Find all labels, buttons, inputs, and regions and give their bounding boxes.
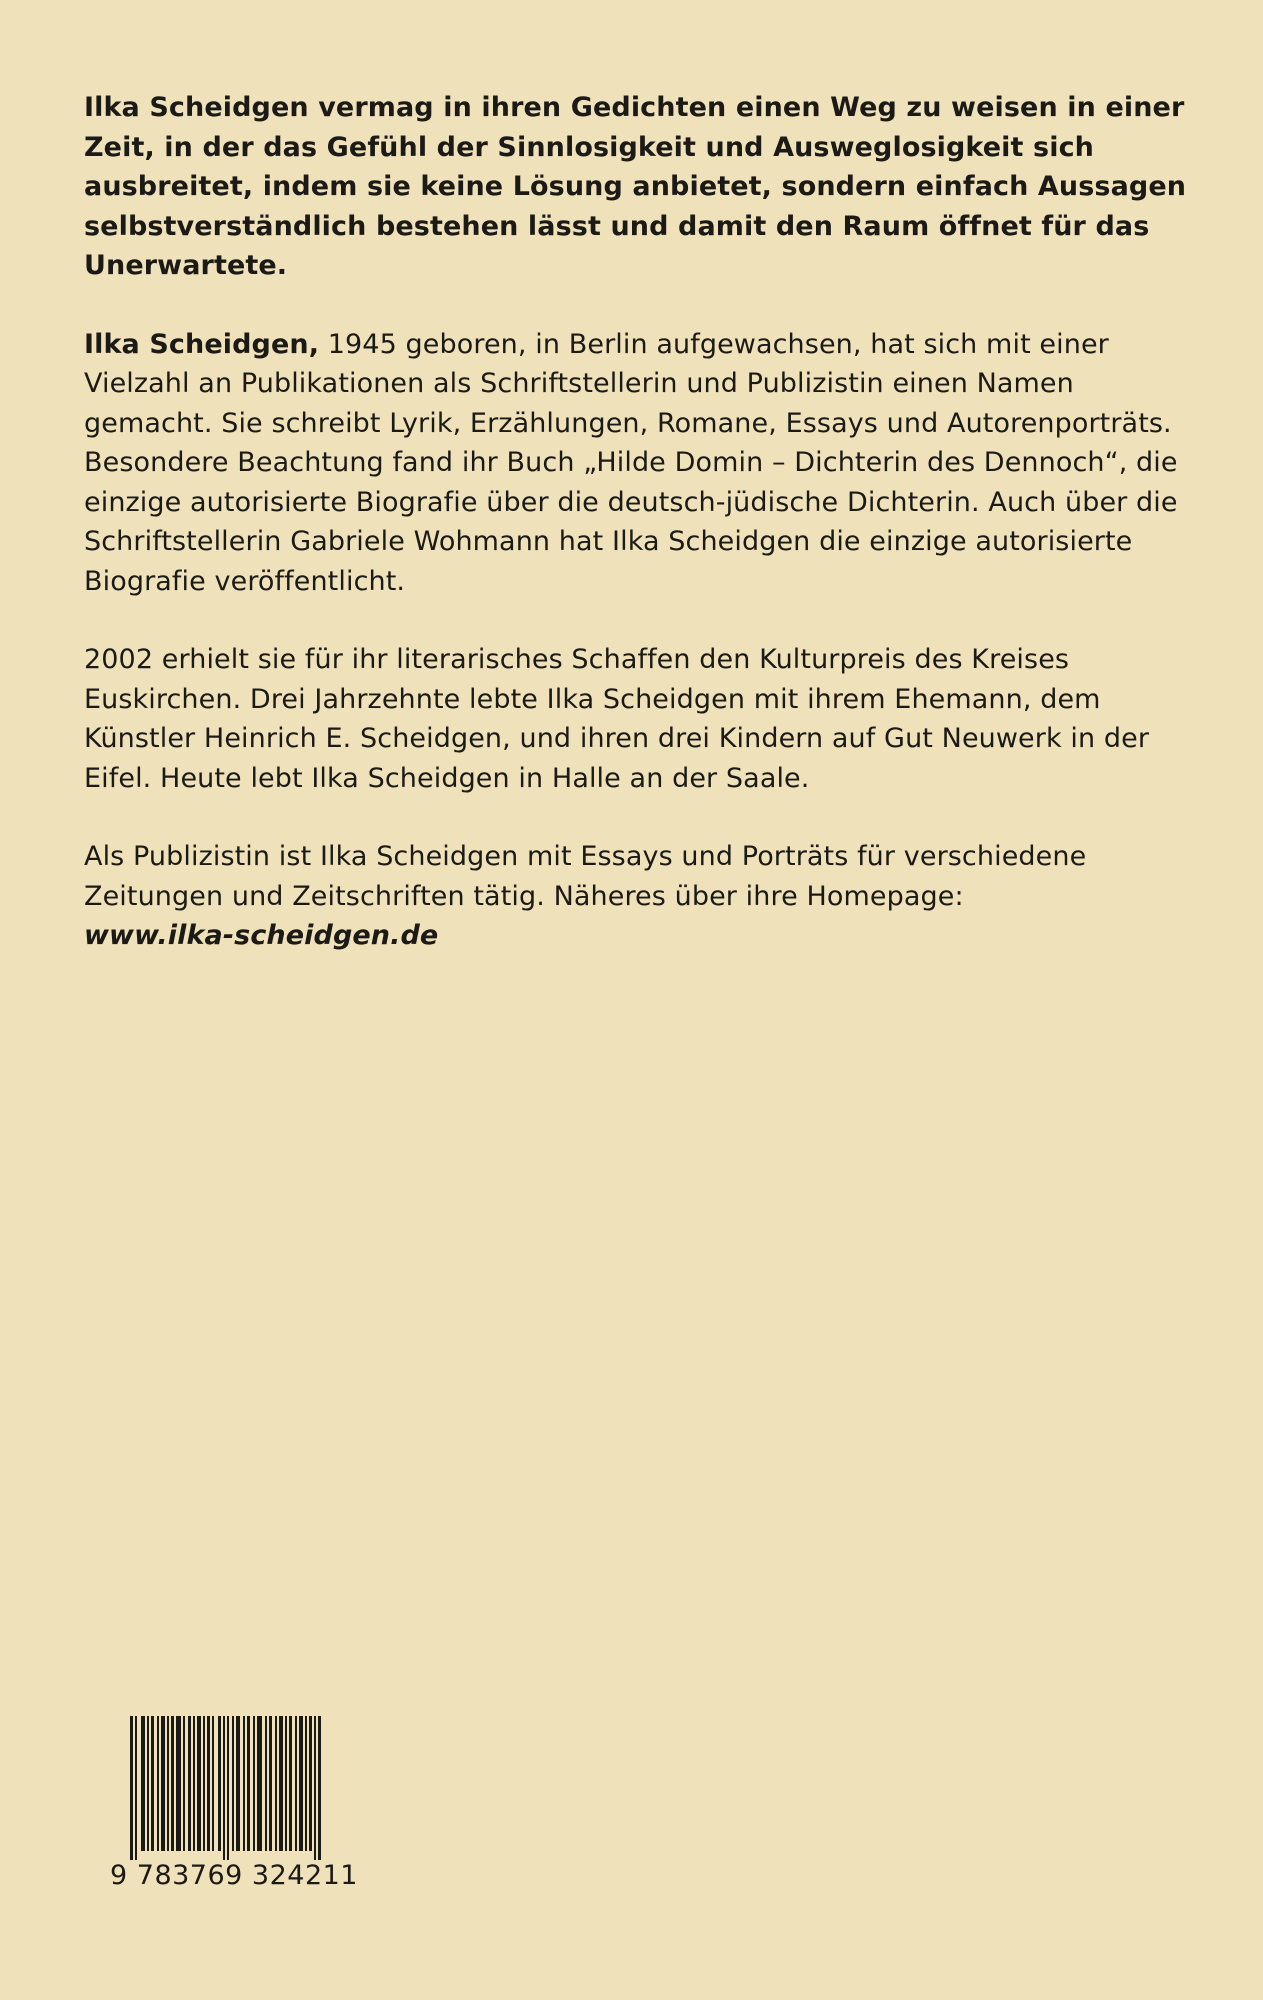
barcode-bars [108, 1716, 346, 1866]
publicist-paragraph [84, 837, 1194, 956]
teaser-paragraph: Ilka Scheidgen vermag in ihren Gedichten einen Weg zu weisen in einer Zeit, in der das Gefühl der Sinnlosigkeit und Ausweglosigkeit sich ausbreitet, indem sie keine Lösung anbietet, sondern einfach Aussagen selbstverständlich bestehen lässt und damit den Raum öffnet für das Unerwartete. [84, 92, 1187, 281]
homepage-link[interactable]: www.ilka-scheidgen.de [84, 920, 439, 951]
award-paragraph: 2002 erhielt sie für ihr literarisches Schaffen den Kulturpreis des Kreises Euskirchen. Drei Jahrzehnte lebte Ilka Scheidgen mit ihrem Ehemann, dem Künstler Heinrich E. Scheidgen, und ihren drei Kindern auf Gut Neuwerk in der Eifel. Heute lebt Ilka Scheidgen in Halle an der Saale. [84, 644, 1150, 794]
bio-text: 1945 geboren, in Berlin aufgewachsen, hat sich mit einer Vielzahl an Publikationen als Schriftstellerin und Publizistin einen Namen gemacht. Sie schreibt Lyrik, Erzählungen, Romane, Essays und Autorenporträts. Besondere Beachtung fand ihr Buch „Hilde Domin – Dichterin des Dennoch“, die einzige autorisierte Biografie über die deutsch-jüdische Dichterin. Auch über die Schriftstellerin Gabriele Wohmann hat Ilka Scheidgen die einzige autorisierte Biografie veröffentlicht. [84, 328, 1178, 597]
back-cover-text [84, 88, 1194, 995]
publicist-text: Als Publizistin ist Ilka Scheidgen mit Essays und Porträts für verschiedene Zeitungen und Zeitschriften tätig. Näheres über ihre Homepage: [84, 841, 1087, 912]
author-name: Ilka Scheidgen, [84, 328, 320, 360]
isbn-digits: 9 783769 324211 [110, 1860, 358, 1891]
bio-paragraph [84, 325, 1194, 602]
